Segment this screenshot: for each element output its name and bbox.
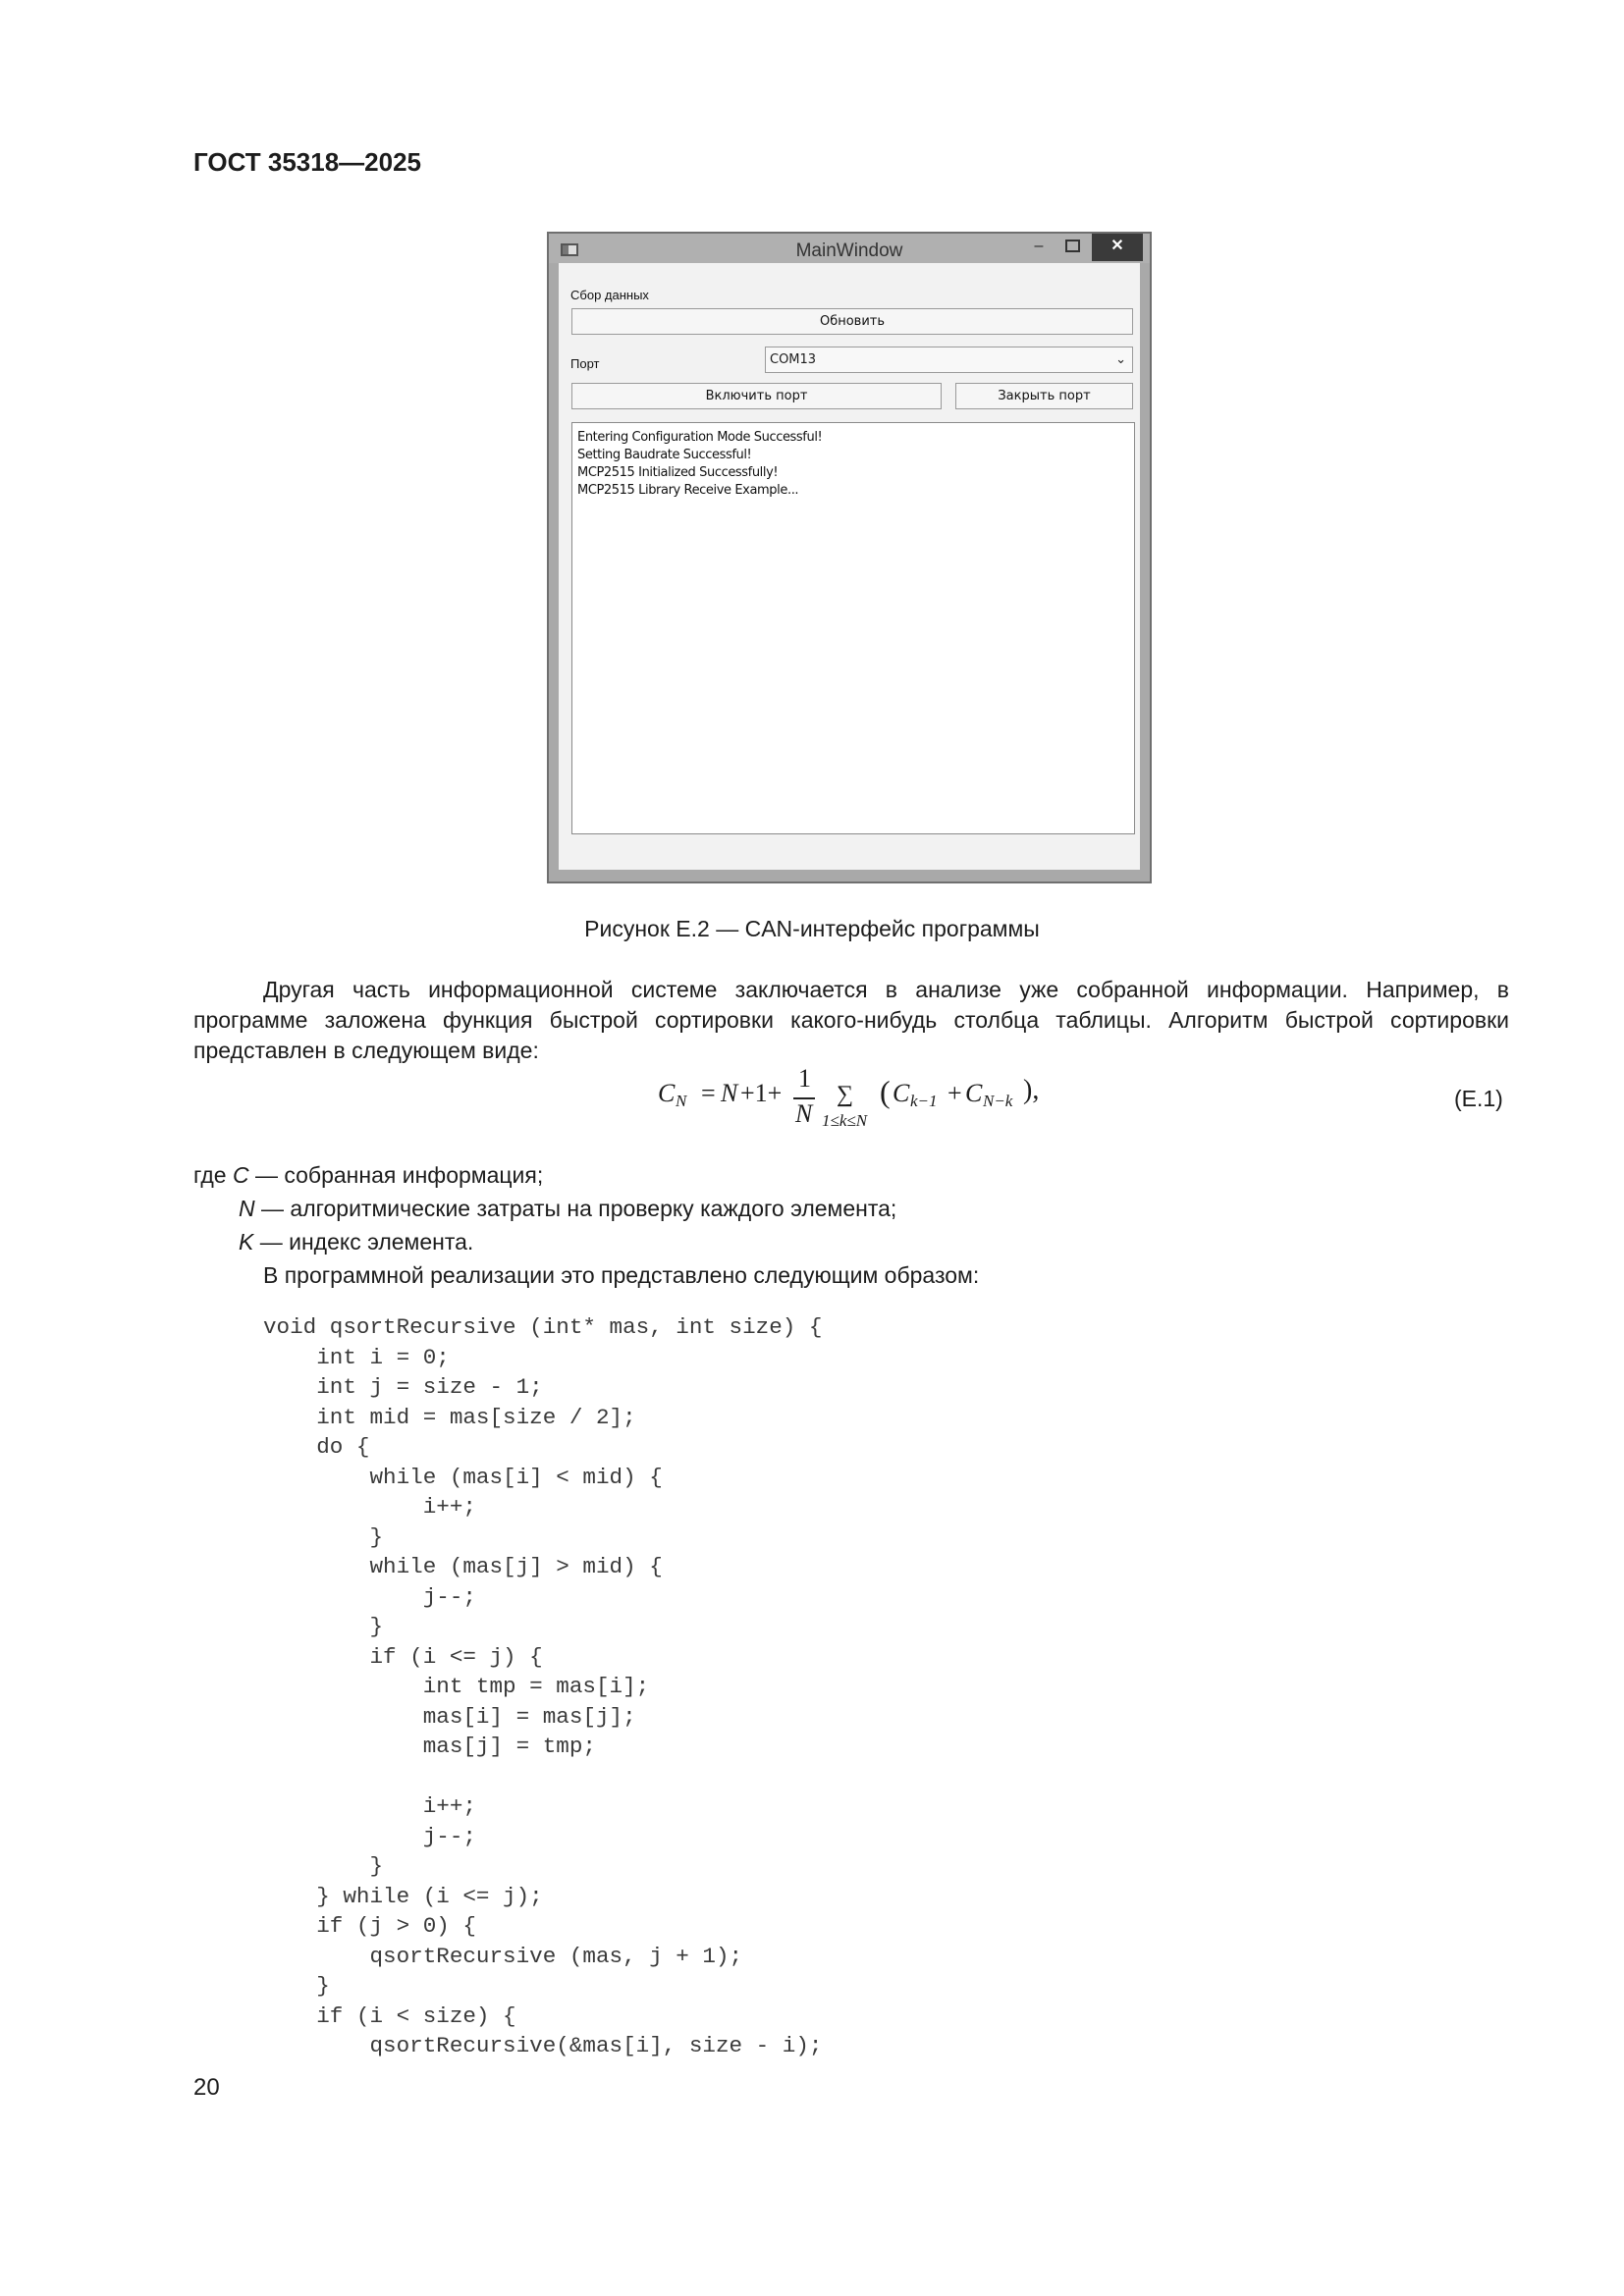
definition-text: — алгоритмические затраты на проверку каждого элемента; xyxy=(254,1196,897,1221)
formula xyxy=(658,1064,1070,1133)
formula-denominator: N xyxy=(795,1099,813,1128)
paragraph-line: Другая часть информационной системе заключается в анализе уже собранной информации. Например, в xyxy=(263,977,1509,1002)
log-line: MCP2515 Initialized Successfully! xyxy=(577,465,779,480)
definition-text: — индекс элемента. xyxy=(253,1229,474,1255)
formula-numerator: 1 xyxy=(798,1064,811,1093)
body-paragraph xyxy=(193,975,1509,1066)
definition-symbol: N xyxy=(239,1196,255,1221)
port-label: Порт xyxy=(570,356,600,371)
minimize-icon[interactable]: – xyxy=(1034,238,1044,254)
definition-symbol: C xyxy=(232,1162,249,1188)
port-select[interactable] xyxy=(765,347,1133,373)
window-client-area xyxy=(559,263,1140,870)
window-titlebar xyxy=(549,234,1150,263)
paragraph-line: программе заложена функция быстрой сортировки какого-нибудь столбца таблицы. Алгоритм быстрой сортировки xyxy=(193,1007,1509,1033)
definition-symbol: K xyxy=(239,1229,254,1255)
paragraph-line: представлен в следующем виде: xyxy=(193,1038,539,1063)
log-output[interactable] xyxy=(571,422,1135,834)
figure-caption: Рисунок Е.2 — CAN-интерфейс программы xyxy=(584,916,1040,941)
formula-close: ), xyxy=(1023,1075,1040,1105)
sum-sign: ∑ xyxy=(837,1082,854,1107)
definition-c xyxy=(193,1158,979,1192)
definition-k xyxy=(193,1225,979,1258)
formula-c: C xyxy=(658,1079,676,1107)
maximize-icon[interactable] xyxy=(1058,234,1086,261)
implementation-intro: В программной реализации это представлено следующим образом: xyxy=(263,1262,980,1288)
definitions xyxy=(193,1158,979,1292)
log-line: MCP2515 Library Receive Example... xyxy=(577,483,799,498)
chevron-down-icon: ⌄ xyxy=(1115,352,1126,367)
formula-c1: C xyxy=(893,1079,910,1107)
code-listing: void qsortRecursive (int* mas, int size) { int i = 0; int j = size - 1; int mid = mas[size / 2]; do { while (mas[i] < mid) { i++; } while (mas[j] > mid) { j--; } if (i <= j) { int tmp = mas[i]; mas[i] = mas[j]; mas[j] = tmp; i++; j--; } } while (i <= j); if (j > 0) { qsortRecursive (mas, j + 1); } if (i < size) { qsortRecursive(&mas[i], size - i); xyxy=(263,1314,823,2058)
definition-prefix: где xyxy=(193,1162,233,1188)
close-port-button[interactable]: Закрыть порт xyxy=(955,383,1133,409)
data-collection-label: Сбор данных xyxy=(570,288,649,302)
sum-range: 1≤k≤N xyxy=(822,1111,868,1130)
formula-c2: C xyxy=(965,1079,983,1107)
equation-number: (Е.1) xyxy=(1454,1086,1503,1111)
window-title: MainWindow xyxy=(795,240,903,261)
document-header: ГОСТ 35318—2025 xyxy=(193,147,421,177)
formula-open-paren: ( xyxy=(880,1074,891,1109)
formula-plus-one: +1+ xyxy=(740,1079,783,1107)
formula-n-sub: N xyxy=(676,1092,687,1110)
definition-n xyxy=(193,1192,979,1225)
refresh-button[interactable]: Обновить xyxy=(571,308,1133,335)
close-icon[interactable]: ✕ xyxy=(1092,234,1143,261)
formula-equals: = xyxy=(701,1079,716,1107)
formula-c2-sub: N−k xyxy=(983,1092,1013,1110)
page-number: 20 xyxy=(193,2074,220,2101)
log-line: Entering Configuration Mode Successful! xyxy=(577,430,823,445)
definition-text: — собранная информация; xyxy=(248,1162,544,1188)
formula-plus: + xyxy=(947,1079,962,1107)
main-window-screenshot xyxy=(547,232,1152,883)
log-line: Setting Baudrate Successful! xyxy=(577,448,752,462)
formula-c1-sub: k−1 xyxy=(910,1092,938,1110)
open-port-button[interactable]: Включить порт xyxy=(571,383,942,409)
formula-n: N xyxy=(721,1079,738,1107)
port-select-value: COM13 xyxy=(770,352,817,367)
